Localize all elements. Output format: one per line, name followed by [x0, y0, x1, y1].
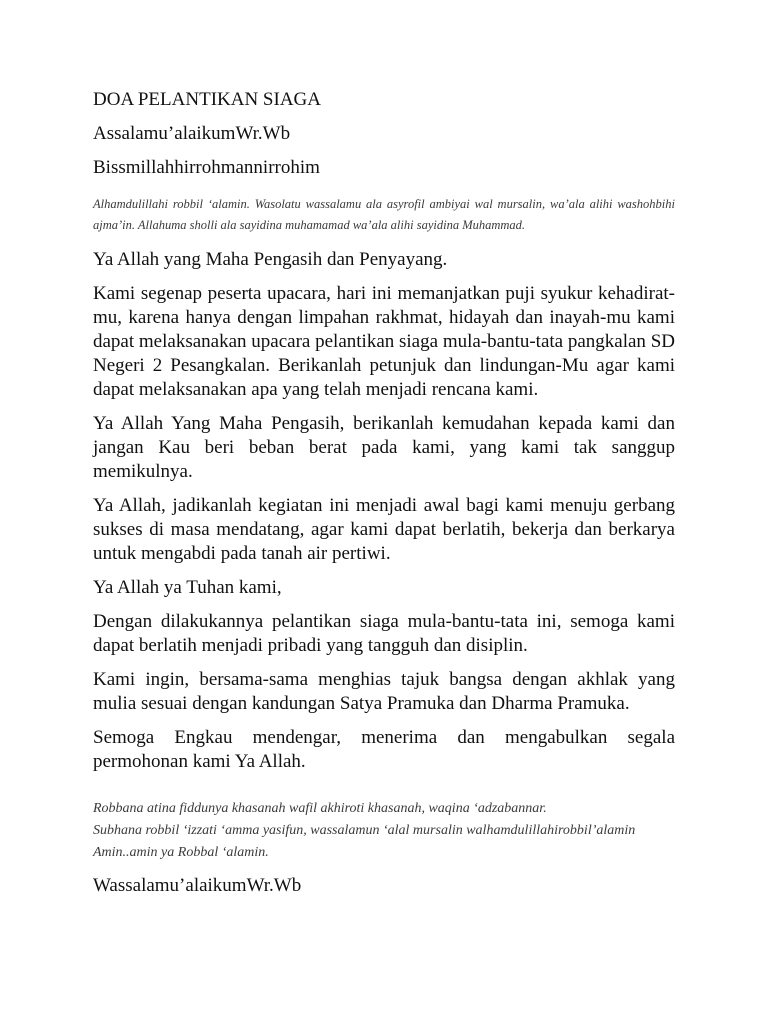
greeting: Assalamu’alaikumWr.Wb: [93, 123, 291, 144]
paragraph: Ya Allah yang Maha Pengasih dan Penyayang.: [93, 249, 448, 270]
farewell: Wassalamu’alaikumWr.Wb: [93, 875, 302, 896]
closing-prayer-line: Amin..amin ya Robbal ‘alamin.: [93, 845, 269, 860]
closing-prayer-line: Robbana atina fiddunya khasanah wafil akhiroti khasanah, waqina ‘adzabannar.: [93, 801, 547, 816]
closing-prayer-line: Subhana robbil ‘izzati ‘amma yasifun, wassalamun ‘alal mursalin walhamdulillahirobbil’alamin: [93, 823, 636, 838]
paragraph: Ya Allah Yang Maha Pengasih, berikanlah kemudahan kepada kami dan jangan Kau beri beban berat pada kami, yang kami tak sanggup memikulnya.: [93, 413, 675, 482]
paragraph: Semoga Engkau mendengar, menerima dan mengabulkan segala permohonan kami Ya Allah.: [93, 727, 675, 772]
paragraph: Ya Allah, jadikanlah kegiatan ini menjadi awal bagi kami menuju gerbang sukses di masa mendatang, agar kami dapat berlatih, bekerja dan berkarya untuk mengabdi pada tanah air pertiwi.: [93, 495, 675, 564]
document-title: DOA PELANTIKAN SIAGA: [93, 89, 321, 110]
opening-prayer: Alhamdulillahi robbil ‘alamin. Wasolatu wassalamu ala asyrofil ambiyai wal mursalin, wa’ala alihi washohbihi ajma’in. Allahuma sholli ala sayidina muhamamad wa’ala alihi sayidina Muhammad.: [93, 197, 675, 232]
paragraph: Dengan dilakukannya pelantikan siaga mula-bantu-tata ini, semoga kami dapat berlatih menjadi pribadi yang tangguh dan disiplin.: [93, 611, 675, 656]
closing-prayer: [93, 798, 705, 864]
basmalah: Bissmillahhirrohmannirrohim: [93, 157, 320, 178]
document-page: [93, 88, 675, 898]
paragraph: Ya Allah ya Tuhan kami,: [93, 577, 282, 598]
paragraph: Kami segenap peserta upacara, hari ini memanjatkan puji syukur kehadirat-mu, karena hanya dengan limpahan rakhmat, hidayah dan inayah-mu kami dapat melaksanakan upacara pelantikan siaga mula-bantu-tata pangkalan SD Negeri 2 Pesangkalan. Berikanlah petunjuk dan lindungan-Mu agar kami dapat melaksanakan apa yang telah menjadi rencana kami.: [93, 283, 675, 400]
paragraph: Kami ingin, bersama-sama menghias tajuk bangsa dengan akhlak yang mulia sesuai dengan kandungan Satya Pramuka dan Dharma Pramuka.: [93, 669, 675, 714]
